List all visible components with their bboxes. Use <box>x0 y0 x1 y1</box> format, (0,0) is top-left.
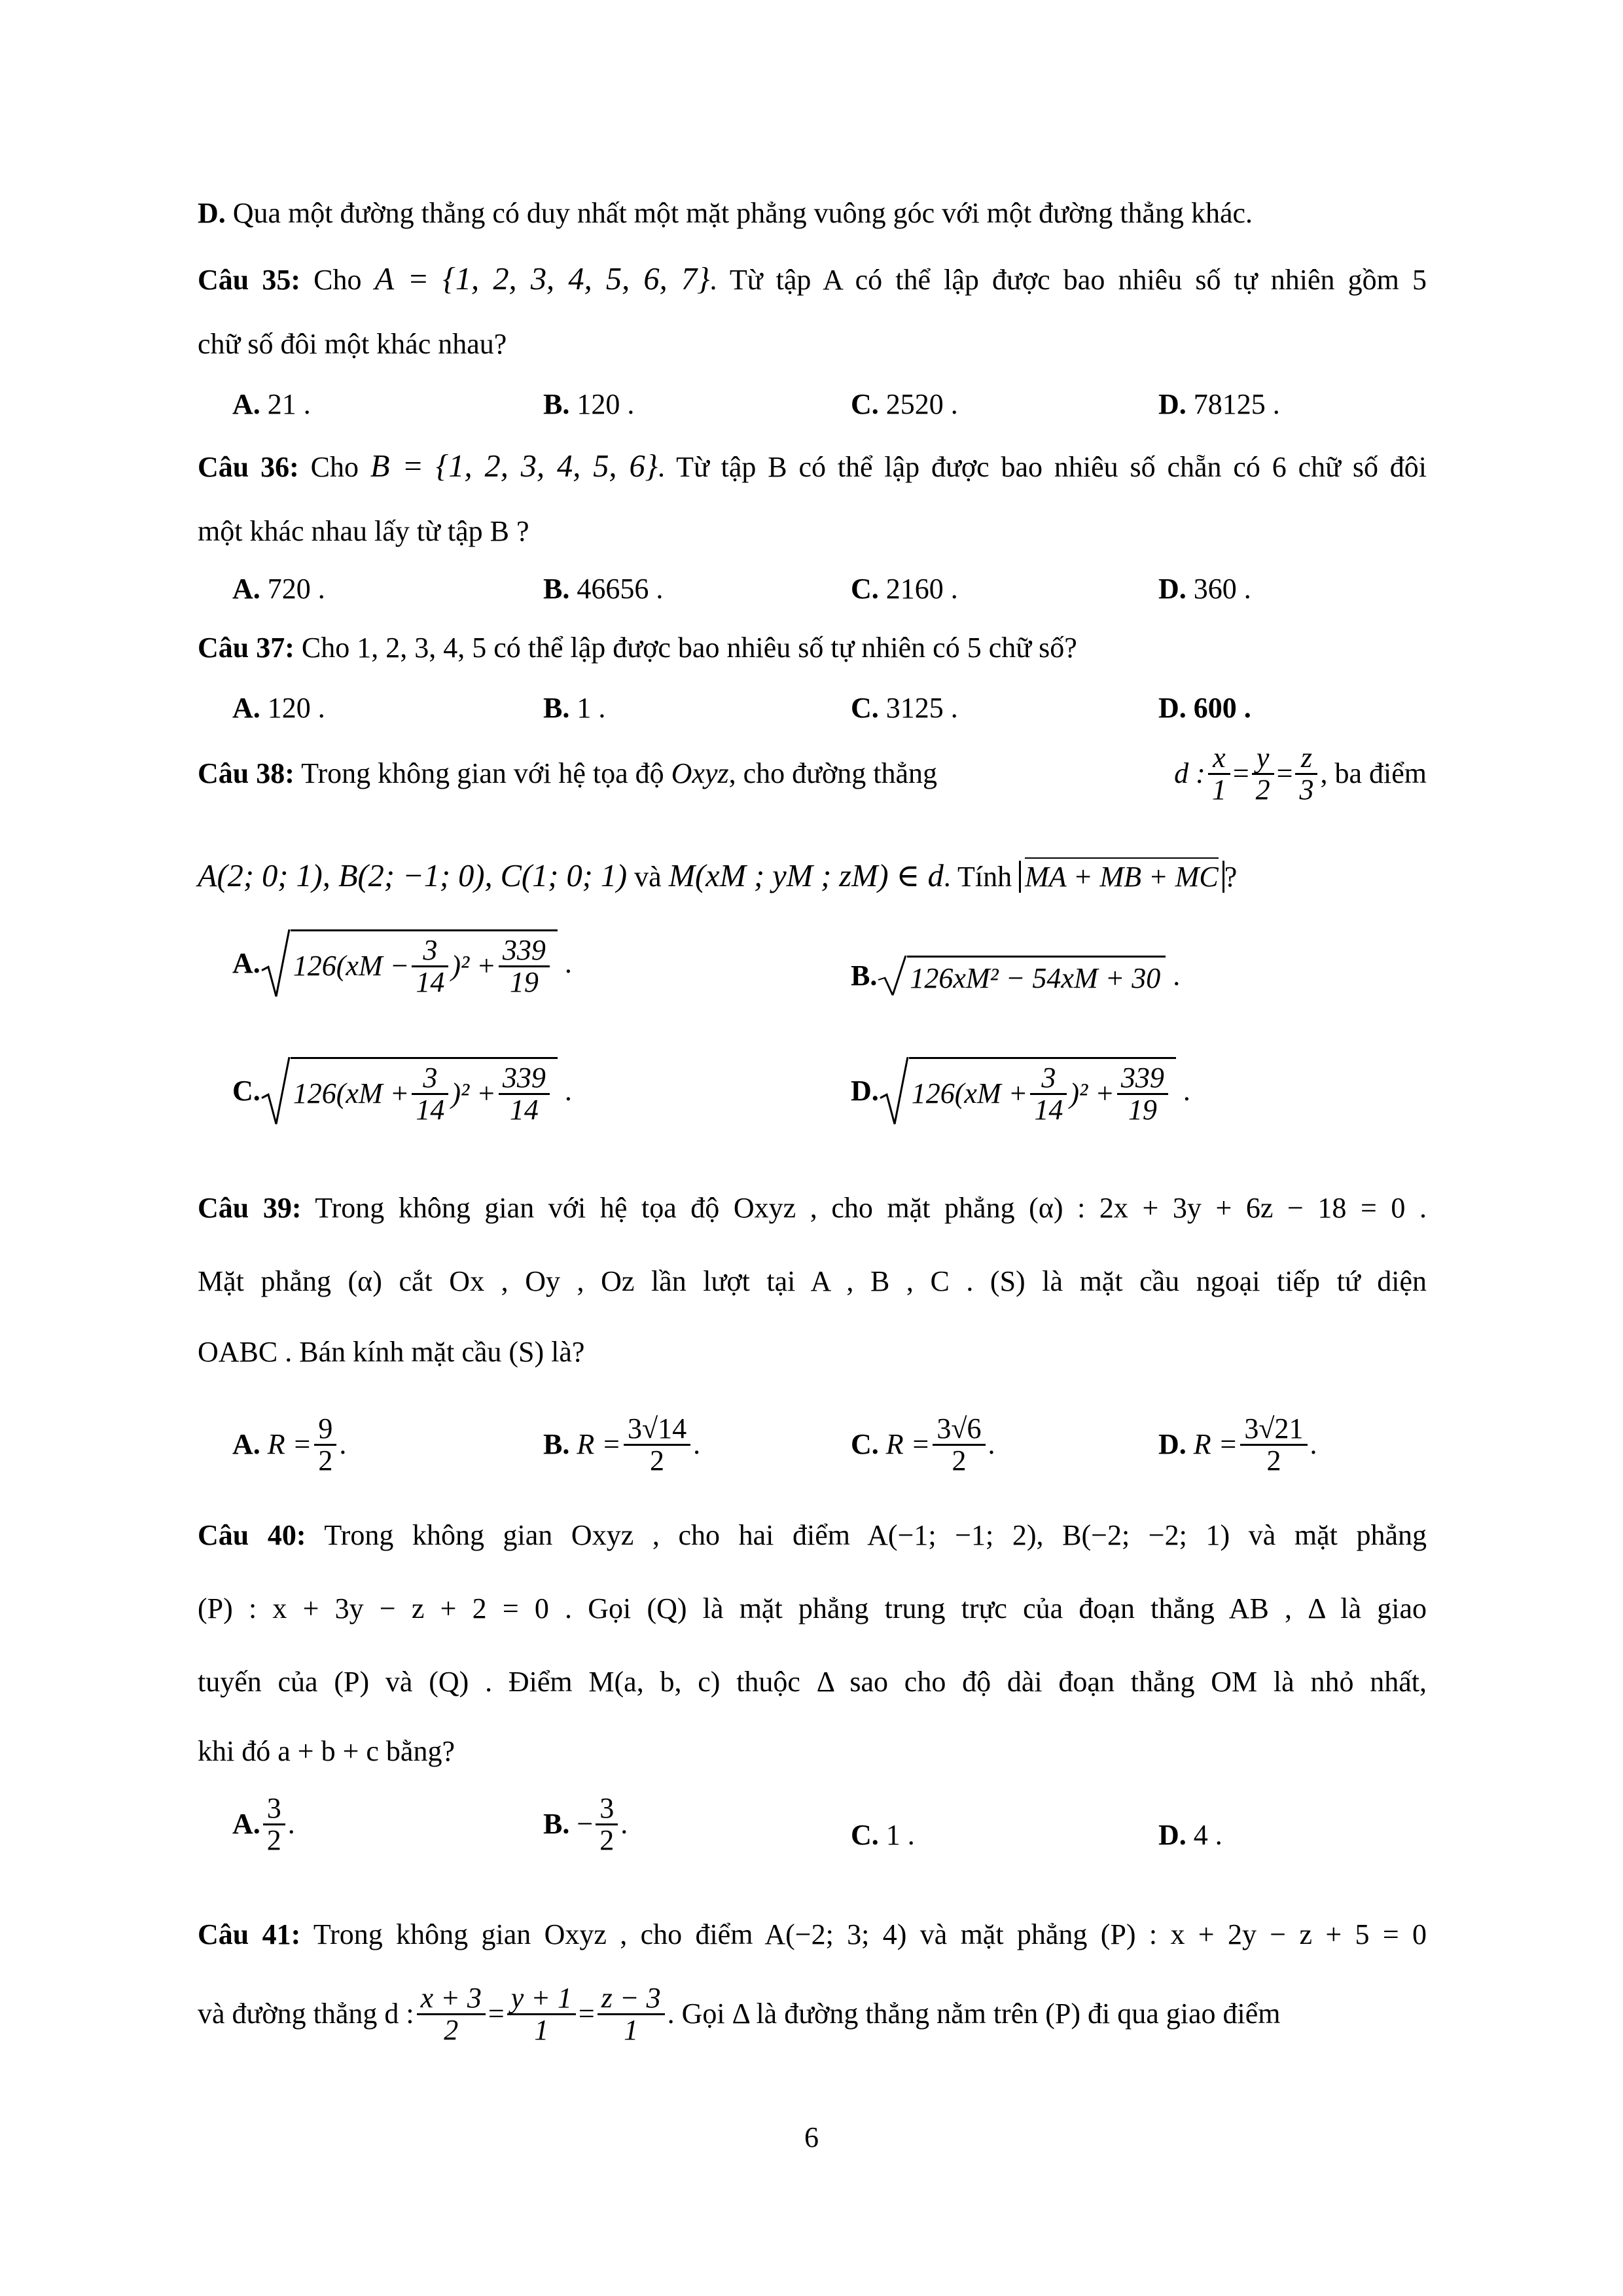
question-label: Câu 41: <box>198 1918 301 1950</box>
fraction: $\frac{z - 3}{1}$ <box>597 1983 665 2045</box>
fraction: $\frac{3}{14}$ <box>412 1063 448 1125</box>
q38-option-b: B. 126xM² − 54xM + 30 . <box>851 956 1180 996</box>
q38-option-a: A. 126(xM − $\frac{3}{14}$ )² + $\frac{339}{19}$ . <box>232 929 572 997</box>
question-label: Câu 39: <box>198 1192 302 1224</box>
sqrt-expression: 126(xM + $\frac{3}{14}$ )² + $\frac{339}{19}$ <box>879 1057 1176 1125</box>
question-37: Câu 37: Cho 1, 2, 3, 4, 5 có thể lập được bao nhiêu số tự nhiên có 5 chữ số? <box>198 632 1077 664</box>
radical-sign-icon <box>879 1057 909 1125</box>
option-text: Qua một đường thẳng có duy nhất một mặt phẳng vuông góc với một đường thẳng khác. <box>232 197 1253 229</box>
q38-option-d: D. 126(xM + $\frac{3}{14}$ )² + $\frac{339}{19}$ . <box>851 1057 1190 1125</box>
page-number: 6 <box>804 2121 819 2153</box>
question-38: Câu 38: Trong không gian với hệ tọa độ Oxyz, cho đường thẳng d : $\frac{x}{1}$ = $\frac{y}{2}$ = $\frac{z}{3}$ , ba điểm <box>198 742 1427 806</box>
question-label: Câu 35: <box>198 264 301 296</box>
q37-option-d: D. 600 . <box>1158 692 1251 724</box>
q35-option-d: D. 78125 . <box>1158 388 1280 420</box>
q38-option-c: C. 126(xM + $\frac{3}{14}$ )² + $\frac{339}{14}$ . <box>232 1057 572 1125</box>
q39-option-d: D. R = $\frac{3√21}{2}$ . <box>1158 1412 1317 1477</box>
fraction: $\frac{3√14}{2}$ <box>624 1414 690 1476</box>
fraction: $\frac{x}{1}$ <box>1208 743 1230 805</box>
q40-option-a: A. $\frac{3}{2}$ . <box>232 1792 295 1857</box>
question-39: Câu 39: Trong không gian với hệ tọa độ Oxyz , cho mặt phẳng (α) : 2x + 3y + 6z − 18 = 0 . <box>198 1192 1427 1224</box>
q40-option-d: D. 4 . <box>1158 1819 1222 1851</box>
q35-option-c: C. 2520 . <box>851 388 958 420</box>
question-39-cont2: OABC . Bán kính mặt cầu (S) là? <box>198 1336 585 1368</box>
fraction: $\frac{339}{14}$ <box>499 1063 550 1125</box>
question-39-cont: Mặt phẳng (α) cắt Ox , Oy , Oz lần lượt tại A , B , C . (S) là mặt cầu ngoại tiếp tứ diện <box>198 1265 1427 1297</box>
question-40: Câu 40: Trong không gian Oxyz , cho hai điểm A(−1; −1; 2), B(−2; −2; 1) và mặt phẳng <box>198 1519 1427 1551</box>
question-36: Câu 36: Cho B = {1, 2, 3, 4, 5, 6}. Từ tập B có thể lập được bao nhiêu số chẵn có 6 chữ số đôi <box>198 449 1427 484</box>
fraction: $\frac{x + 3}{2}$ <box>417 1983 486 2045</box>
question-text: chữ số đôi một khác nhau? <box>198 328 507 360</box>
q35-option-a: A. 21 . <box>232 388 311 420</box>
fraction: $\frac{z}{3}$ <box>1295 743 1317 805</box>
q37-option-b: B. 1 . <box>543 692 606 724</box>
sqrt-expression: 126xM² − 54xM + 30 <box>877 956 1166 996</box>
question-35-cont <box>198 327 1427 362</box>
radical-sign-icon <box>260 1057 291 1125</box>
radical-sign-icon <box>877 956 907 996</box>
fraction: $\frac{3√21}{2}$ <box>1240 1414 1307 1476</box>
sqrt-expression: 126(xM − $\frac{3}{14}$ )² + $\frac{339}{19}$ <box>260 929 558 997</box>
question-41: Câu 41: Trong không gian Oxyz , cho điểm A(−2; 3; 4) và mặt phẳng (P) : x + 2y − z + 5 = 0 <box>198 1918 1427 1950</box>
question-36-cont: một khác nhau lấy từ tập B ? <box>198 515 529 547</box>
question-41-cont: và đường thẳng d : $\frac{x + 3}{2}$ = $\frac{y + 1}{1}$ = $\frac{z - 3}{1}$ . Gọi Δ là đường thẳng nằm trên (P) đi qua giao điểm <box>198 1982 1281 2047</box>
fraction: $\frac{3}{2}$ <box>263 1793 285 1856</box>
q36-option-a: A. 720 . <box>232 573 325 605</box>
q40-option-c: C. 1 . <box>851 1819 915 1851</box>
fraction: $\frac{3}{14}$ <box>412 935 448 997</box>
radical-sign-icon <box>260 929 291 997</box>
question-40-cont3: khi đó a + b + c bằng? <box>198 1735 455 1767</box>
question-label: Câu 36: <box>198 451 299 483</box>
question-label: Câu 37: <box>198 632 294 664</box>
set-expression: B = {1, 2, 3, 4, 5, 6} <box>370 449 658 484</box>
q35-option-b: B. 120 . <box>543 388 635 420</box>
vector-norm: MA + MB + MC <box>1019 861 1224 893</box>
fraction: $\frac{y + 1}{1}$ <box>507 1983 576 2045</box>
q39-option-a: A. R = $\frac{9}{2}$ . <box>232 1412 347 1477</box>
question-label: Câu 40: <box>198 1519 306 1551</box>
fraction: $\frac{3√6}{2}$ <box>933 1414 985 1476</box>
q36-option-d: D. 360 . <box>1158 573 1251 605</box>
q36-option-c: C. 2160 . <box>851 573 958 605</box>
q36-option-b: B. 46656 . <box>543 573 664 605</box>
line-equation: d : $\frac{x}{1}$ = $\frac{y}{2}$ = $\frac{z}{3}$ , ba điểm <box>1174 742 1427 806</box>
q39-option-c: C. R = $\frac{3√6}{2}$ . <box>851 1412 995 1477</box>
q40-option-b: B. − $\frac{3}{2}$ . <box>543 1792 628 1857</box>
intro-line <box>198 196 1427 231</box>
fraction: $\frac{339}{19}$ <box>499 935 550 997</box>
fraction: $\frac{3}{14}$ <box>1030 1063 1067 1125</box>
q37-option-a: A. 120 . <box>232 692 325 724</box>
sqrt-expression: 126(xM + $\frac{3}{14}$ )² + $\frac{339}{14}$ <box>260 1057 558 1125</box>
option-label: D. <box>198 197 226 229</box>
question-40-cont: (P) : x + 3y − z + 2 = 0 . Gọi (Q) là mặt phẳng trung trực của đoạn thẳng AB , Δ là giao <box>198 1592 1427 1624</box>
fraction: $\frac{y}{2}$ <box>1252 743 1274 805</box>
q37-option-c: C. 3125 . <box>851 692 958 724</box>
set-expression: A = {1, 2, 3, 4, 5, 6, 7} <box>374 262 710 296</box>
fraction: $\frac{339}{19}$ <box>1117 1063 1168 1125</box>
question-38-cont: A(2; 0; 1), B(2; −1; 0), C(1; 0; 1) và M(xM ; yM ; zM) ∈ d. Tính MA + MB + MC ? <box>198 859 1238 893</box>
question-35 <box>198 260 1427 298</box>
question-text: . Từ tập A có thể lập được bao nhiêu số tự nhiên gồm 5 <box>709 264 1427 296</box>
question-text: Cho <box>313 264 362 296</box>
fraction: $\frac{3}{2}$ <box>596 1793 618 1856</box>
fraction: $\frac{9}{2}$ <box>314 1414 336 1476</box>
question-40-cont2: tuyến của (P) và (Q) . Điểm M(a, b, c) thuộc Δ sao cho độ dài đoạn thẳng OM là nhỏ nhất, <box>198 1666 1427 1698</box>
q39-option-b: B. R = $\frac{3√14}{2}$ . <box>543 1412 701 1477</box>
question-label: Câu 38: <box>198 757 294 790</box>
